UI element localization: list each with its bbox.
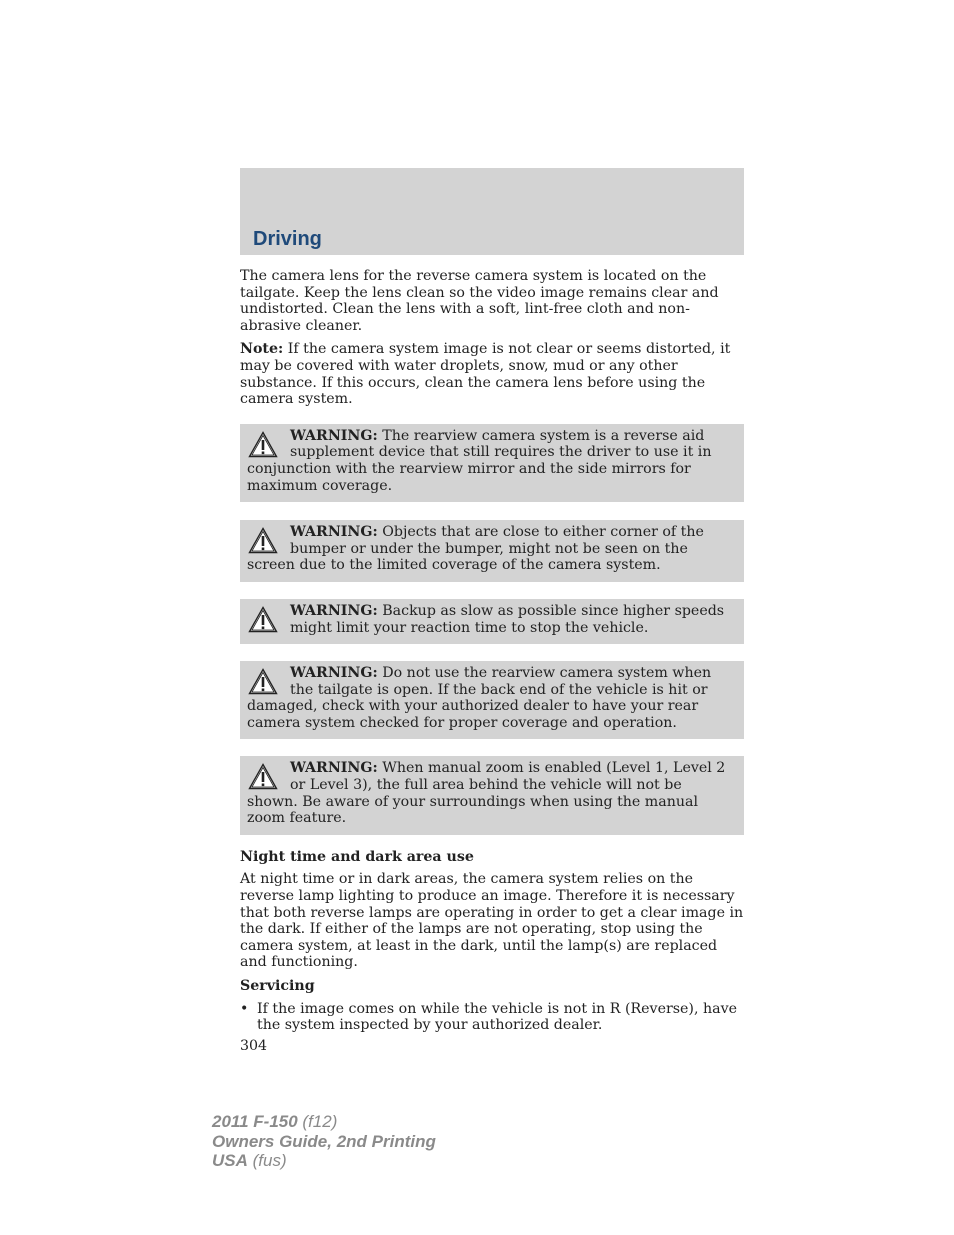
footer-guide: Owners Guide, 2nd Printing <box>212 1131 436 1151</box>
warning-body: Objects that are close to either corner of the bumper or under the bumper, might not be seen on the screen due to the limited coverage of the camera system. <box>247 524 704 574</box>
warning-text <box>247 760 736 826</box>
footer-region-line <box>212 1151 436 1171</box>
warning-text <box>247 603 736 636</box>
warning-text <box>247 665 736 731</box>
list-item <box>240 1001 744 1034</box>
warning-body: The rearview camera system is a reverse aid supplement device that still requires the driver to use it in conjunction with the rearview mirror and the side mirrors for maximum coverage. <box>247 427 712 494</box>
night-paragraph: At night time or in dark areas, the camera system relies on the reverse lamp lighting to produce an image. Therefore it is necessary that both reverse lamps are operating in order to get a clear image in the dark. If either of the lamps are not operating, stop using the camera system, at least in the dark, until the lamp(s) are replaced and functioning. <box>240 871 744 971</box>
warning-text <box>247 428 736 494</box>
footer-model-code: (f12) <box>297 1112 338 1131</box>
note-text: If the camera system image is not clear or seems distorted, it may be covered with water droplets, snow, mud or any other substance. If this occurs, clean the camera lens before using the camera system. <box>240 341 731 408</box>
list-item-text: If the image comes on while the vehicle is not in R (Reverse), have the system inspected by your authorized dealer. <box>257 1000 737 1034</box>
warning-label: WARNING: <box>290 602 378 619</box>
intro-paragraph: The camera lens for the reverse camera system is located on the tailgate. Keep the lens clean so the video image remains clear and undistorted. Clean the lens with a soft, lint-free cloth and non-abrasive cleaner. <box>240 268 719 334</box>
warning-label: WARNING: <box>290 524 378 541</box>
warning-triangle-icon <box>248 763 278 790</box>
note-paragraph <box>240 341 744 407</box>
footer-model-line <box>212 1112 436 1132</box>
warning-box <box>240 424 744 502</box>
warning-label: WARNING: <box>290 427 378 444</box>
bullet-icon: • <box>240 1000 249 1017</box>
footer-model: 2011 F-150 <box>212 1112 298 1131</box>
page-number: 304 <box>240 1037 268 1054</box>
note-label: Note: <box>240 341 284 358</box>
footer-region-code: (fus) <box>247 1151 287 1170</box>
warning-box <box>240 520 744 582</box>
warning-label: WARNING: <box>290 760 378 777</box>
warning-body: When manual zoom is enabled (Level 1, Level 2 or Level 3), the full area behind the vehicle will not be shown. Be aware of your surroundings when using the manual zoom feature. <box>247 760 726 827</box>
warning-box <box>240 661 744 739</box>
warning-triangle-icon <box>248 431 278 458</box>
section-header <box>240 168 744 255</box>
warning-triangle-icon <box>248 606 278 633</box>
night-heading: Night time and dark area use <box>240 848 474 865</box>
warning-triangle-icon <box>248 668 278 695</box>
section-title: Driving <box>253 228 322 250</box>
servicing-heading: Servicing <box>240 978 315 994</box>
warning-box <box>240 599 744 644</box>
warning-body: Backup as slow as possible since higher speeds might limit your reaction time to stop the vehicle. <box>290 602 725 636</box>
warning-body: Do not use the rearview camera system when the tailgate is open. If the back end of the vehicle is hit or damaged, check with your authorized dealer to have your rear camera system checked for proper coverage and operation. <box>247 665 712 731</box>
warning-triangle-icon <box>248 527 278 554</box>
footer-region: USA <box>212 1151 248 1170</box>
warning-label: WARNING: <box>290 665 378 682</box>
warning-box <box>240 756 744 834</box>
page-content <box>240 268 744 1054</box>
footer-guide-line <box>212 1132 436 1152</box>
document-footer <box>212 1112 436 1171</box>
warning-text <box>247 524 736 574</box>
